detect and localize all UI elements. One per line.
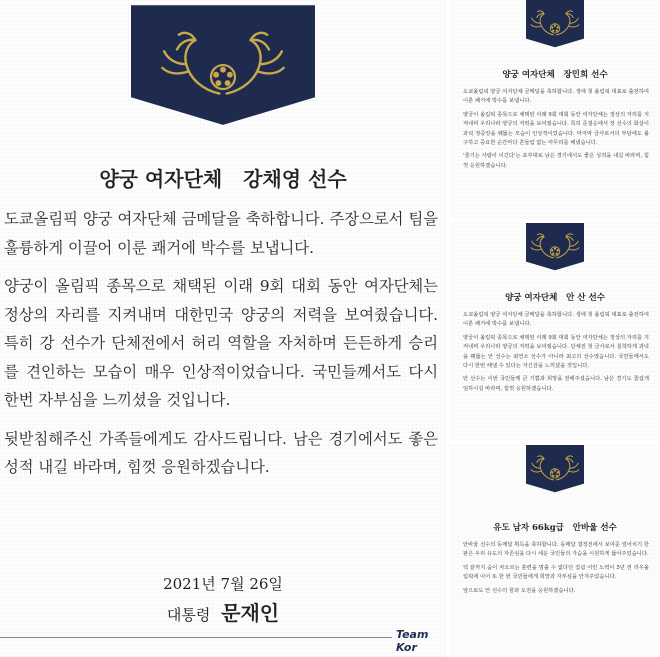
side-letter-title: 양궁 여자단체 안 산 선수	[505, 293, 605, 303]
side-letter-title: 양궁 여자단체 장민희 선수	[502, 70, 608, 80]
side-letter-paragraph: 앞으로도 안 선수의 꿈과 도전을 응원하겠습니다.	[463, 587, 576, 594]
side-letter-paragraph: 양궁이 올림픽 종목으로 채택된 이래 9회 대회 동안 여자단체는 정상의 자리를 지켜내며 우리나라 양궁의 저력을 보여줬습니다. 특히 준결승에서 장 선수의 화살이 과녁 정중앙을 꿰뚫는 모습이 인상적이었습니다. 마지막 금사로서의 부담에도 불구하고 중요한 순간마다 흔들림 없는 마무리를 해냈습니다.	[463, 111, 649, 147]
side-letter-paragraph: 안바울 선수의 동메달 획득을 축하합니다. 동메달 결정전에서 보여준 엎어치기 한판은 우리 유도의 자존심을 다시 세운 국민들의 가슴을 시원하게 뚫어주었습니다.	[463, 542, 649, 558]
presidential-emblem-icon	[526, 0, 584, 48]
side-letter-paragraph: 턱 끝까지 숨이 차오르는 훈련을 멈출 수 없다던 집념 어린 노력이 5년 전 리우올림픽에 이어 또 한 번 국민들에게 희망과 자부심을 안겨주었습니다.	[463, 564, 649, 581]
side-letter-paragraph: 안 선수는 이번 국민들께 큰 기쁨과 희망을 전해주셨습니다. 남은 경기도 즐겁게 임하시길 바라며, 힘껏 응원하겠습니다.	[463, 376, 649, 392]
letter-date: 2021년 7월 26일	[163, 575, 283, 593]
presidential-emblem-icon	[131, 0, 315, 132]
letter-paragraph: 도쿄올림픽 양궁 여자단체 금메달을 축하합니다. 주장으로서 팀을 훌륭하게 이끌어 이룬 쾌거에 박수를 보냅니다.	[4, 210, 438, 257]
side-letter-body	[463, 311, 649, 398]
side-letter-card-3	[450, 445, 660, 657]
side-letter-title: 유도 남자 66kg급 안바울 선수	[493, 523, 617, 533]
letter-title: 양궁 여자단체 강채영 선수	[99, 167, 347, 191]
team-korea-logo: Team Kor	[396, 628, 429, 654]
side-letter-body	[463, 541, 649, 600]
footer-divider	[0, 637, 392, 638]
side-letter-paragraph: '즐기는 사람이 이긴다'는 포부대로 남은 경기에서도 좋은 성적을 내길 바라며, 힘껏 응원하겠습니다.	[463, 153, 649, 169]
signer-title: 대통령	[166, 606, 211, 624]
side-letter-card-2	[450, 223, 660, 441]
letter-paragraph: 뒷받침해주신 가족들에게도 감사드립니다. 남은 경기에서도 좋은 성적 내길 바라며, 힘껏 응원하겠습니다.	[4, 429, 438, 476]
side-letter-paragraph: 도쿄올림픽 양궁 여자단체 금메달을 축하합니다. 생애 첫 올림픽 대표로 출전하여 이룬 쾌거에 박수를 보냅니다.	[463, 89, 649, 105]
side-letter-paragraph: 양궁이 올림픽 종목으로 채택된 이래 9회 대회 동안 여자단체는 정상의 자리를 지켜내며 우리나라 양궁의 저력을 보여줬습니다. 단체전 첫 금사로서 침착하게 과녁을 꿰뚫는 안 선수는 최연소 선수가 아니라 최고의 선수였습니다. 국민들께서도 다시 한번 해낼 수 있다는 자신감을 느끼셨을 것입니다.	[463, 334, 649, 370]
signer-name: 문재인	[221, 601, 280, 625]
presidential-emblem-icon	[526, 445, 584, 493]
presidential-emblem-icon	[526, 223, 584, 271]
side-letter-body	[463, 88, 649, 175]
letter-signature	[0, 597, 446, 626]
side-letter-paragraph: 도쿄올림픽 양궁 여자단체 금메달을 축하합니다. 생애 첫 올림픽 대표로 출전하여 이룬 쾌거에 박수를 보냅니다.	[463, 312, 649, 328]
letter-body	[4, 205, 438, 492]
side-letter-card-1	[450, 0, 660, 219]
letter-paragraph: 양궁이 올림픽 종목으로 채택된 이래 9회 대회 동안 여자단체는 정상의 자리를 지켜내며 대한민국 양궁의 저력을 보여줬습니다. 특히 강 선수가 단체전에서 허리 역할을 자처하며 든든하게 승리를 견인하는 모습이 매우 인상적이었습니다. 국민들께서도 다시 한번 자부심을 느끼셨을 것입니다.	[4, 277, 438, 409]
